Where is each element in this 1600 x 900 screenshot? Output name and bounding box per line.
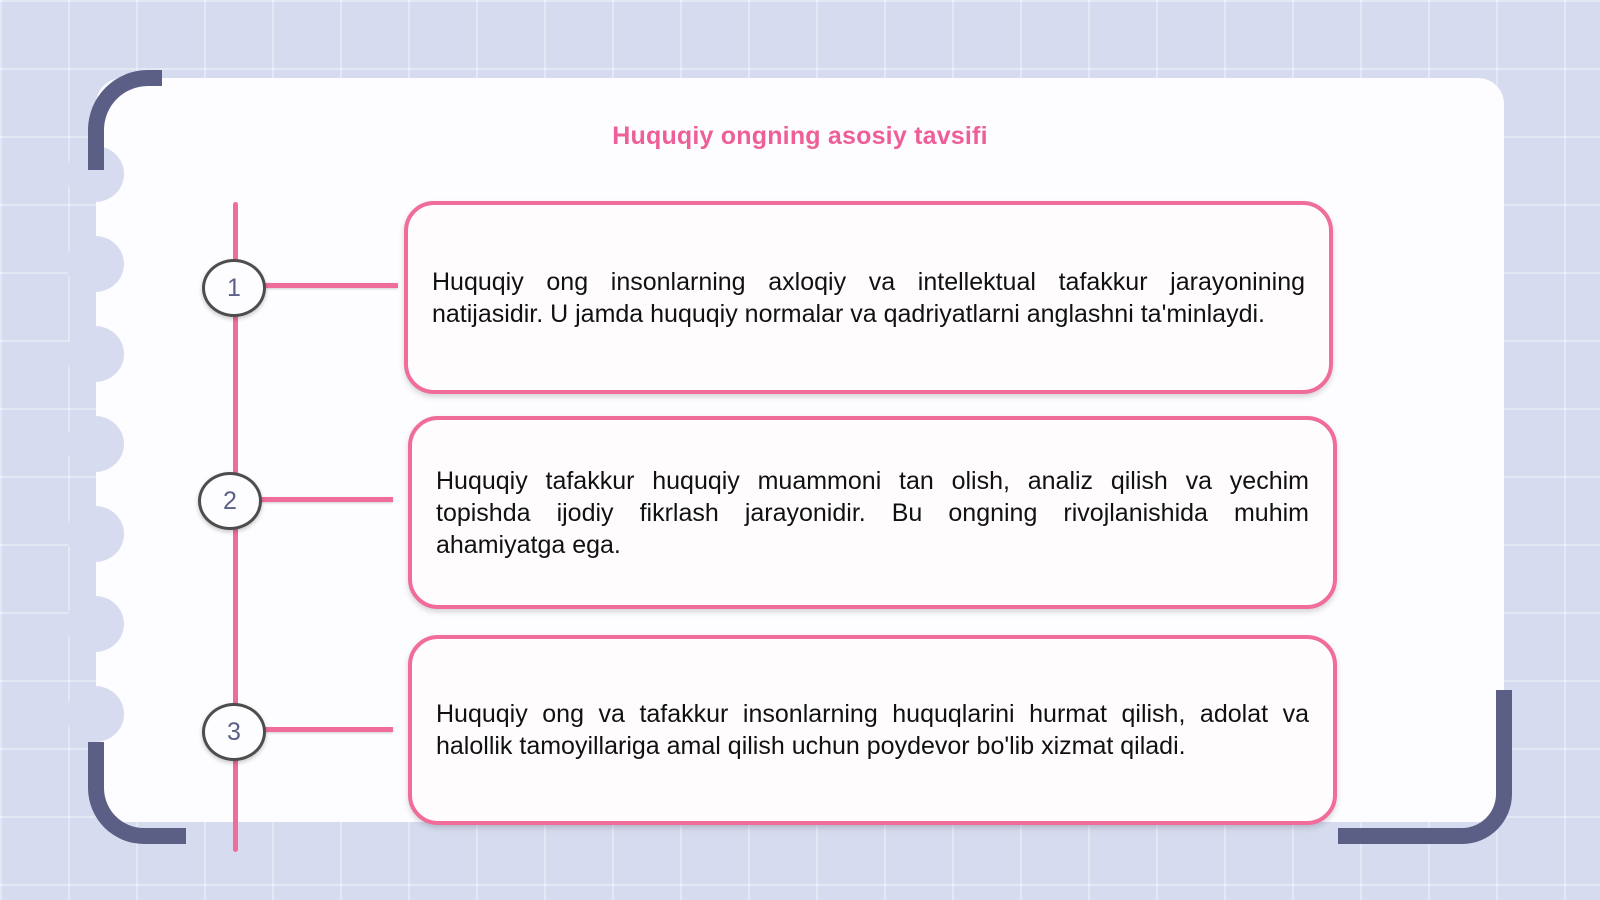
notebook-hole [66, 416, 124, 472]
slide-title: Huquqiy ongning asosiy tavsifi [612, 122, 988, 150]
description-box-3 [408, 635, 1337, 825]
notebook-hole [66, 326, 124, 382]
notebook-hole [66, 686, 124, 742]
step-number-3: 3 [202, 703, 266, 761]
timeline-connector [262, 283, 398, 288]
description-text: Huquqiy tafakkur huquqiy muammoni tan olish, analiz qilish va yechim topishda ijodiy fikrlash jarayonidir. Bu ongning rivojlanishida muhim ahamiyatga ega. [436, 466, 1309, 559]
description-text: Huquqiy ong va tafakkur insonlarning huquqlarini hurmat qilish, adolat va halollik tamoyillariga amal qilish uchun poydevor bo'lib xizmat qiladi. [436, 700, 1309, 760]
step-number-1: 1 [202, 259, 266, 317]
description-box-2 [408, 416, 1337, 609]
notebook-hole [66, 236, 124, 292]
description-box-1 [404, 201, 1333, 394]
frame-corner-bottom-left [88, 742, 186, 844]
step-number-2: 2 [198, 472, 262, 530]
frame-corner-top-left [88, 70, 162, 170]
notebook-hole [66, 506, 124, 562]
timeline-connector [260, 497, 393, 502]
notebook-hole [66, 596, 124, 652]
description-text: Huquqiy ong insonlarning axloqiy va intellektual tafakkur jarayonining natijasidir. U jamda huquqiy normalar va qadriyatlarni anglashni ta'minlaydi. [432, 267, 1305, 328]
timeline-connector [264, 727, 393, 732]
frame-corner-bottom-right [1338, 690, 1512, 844]
